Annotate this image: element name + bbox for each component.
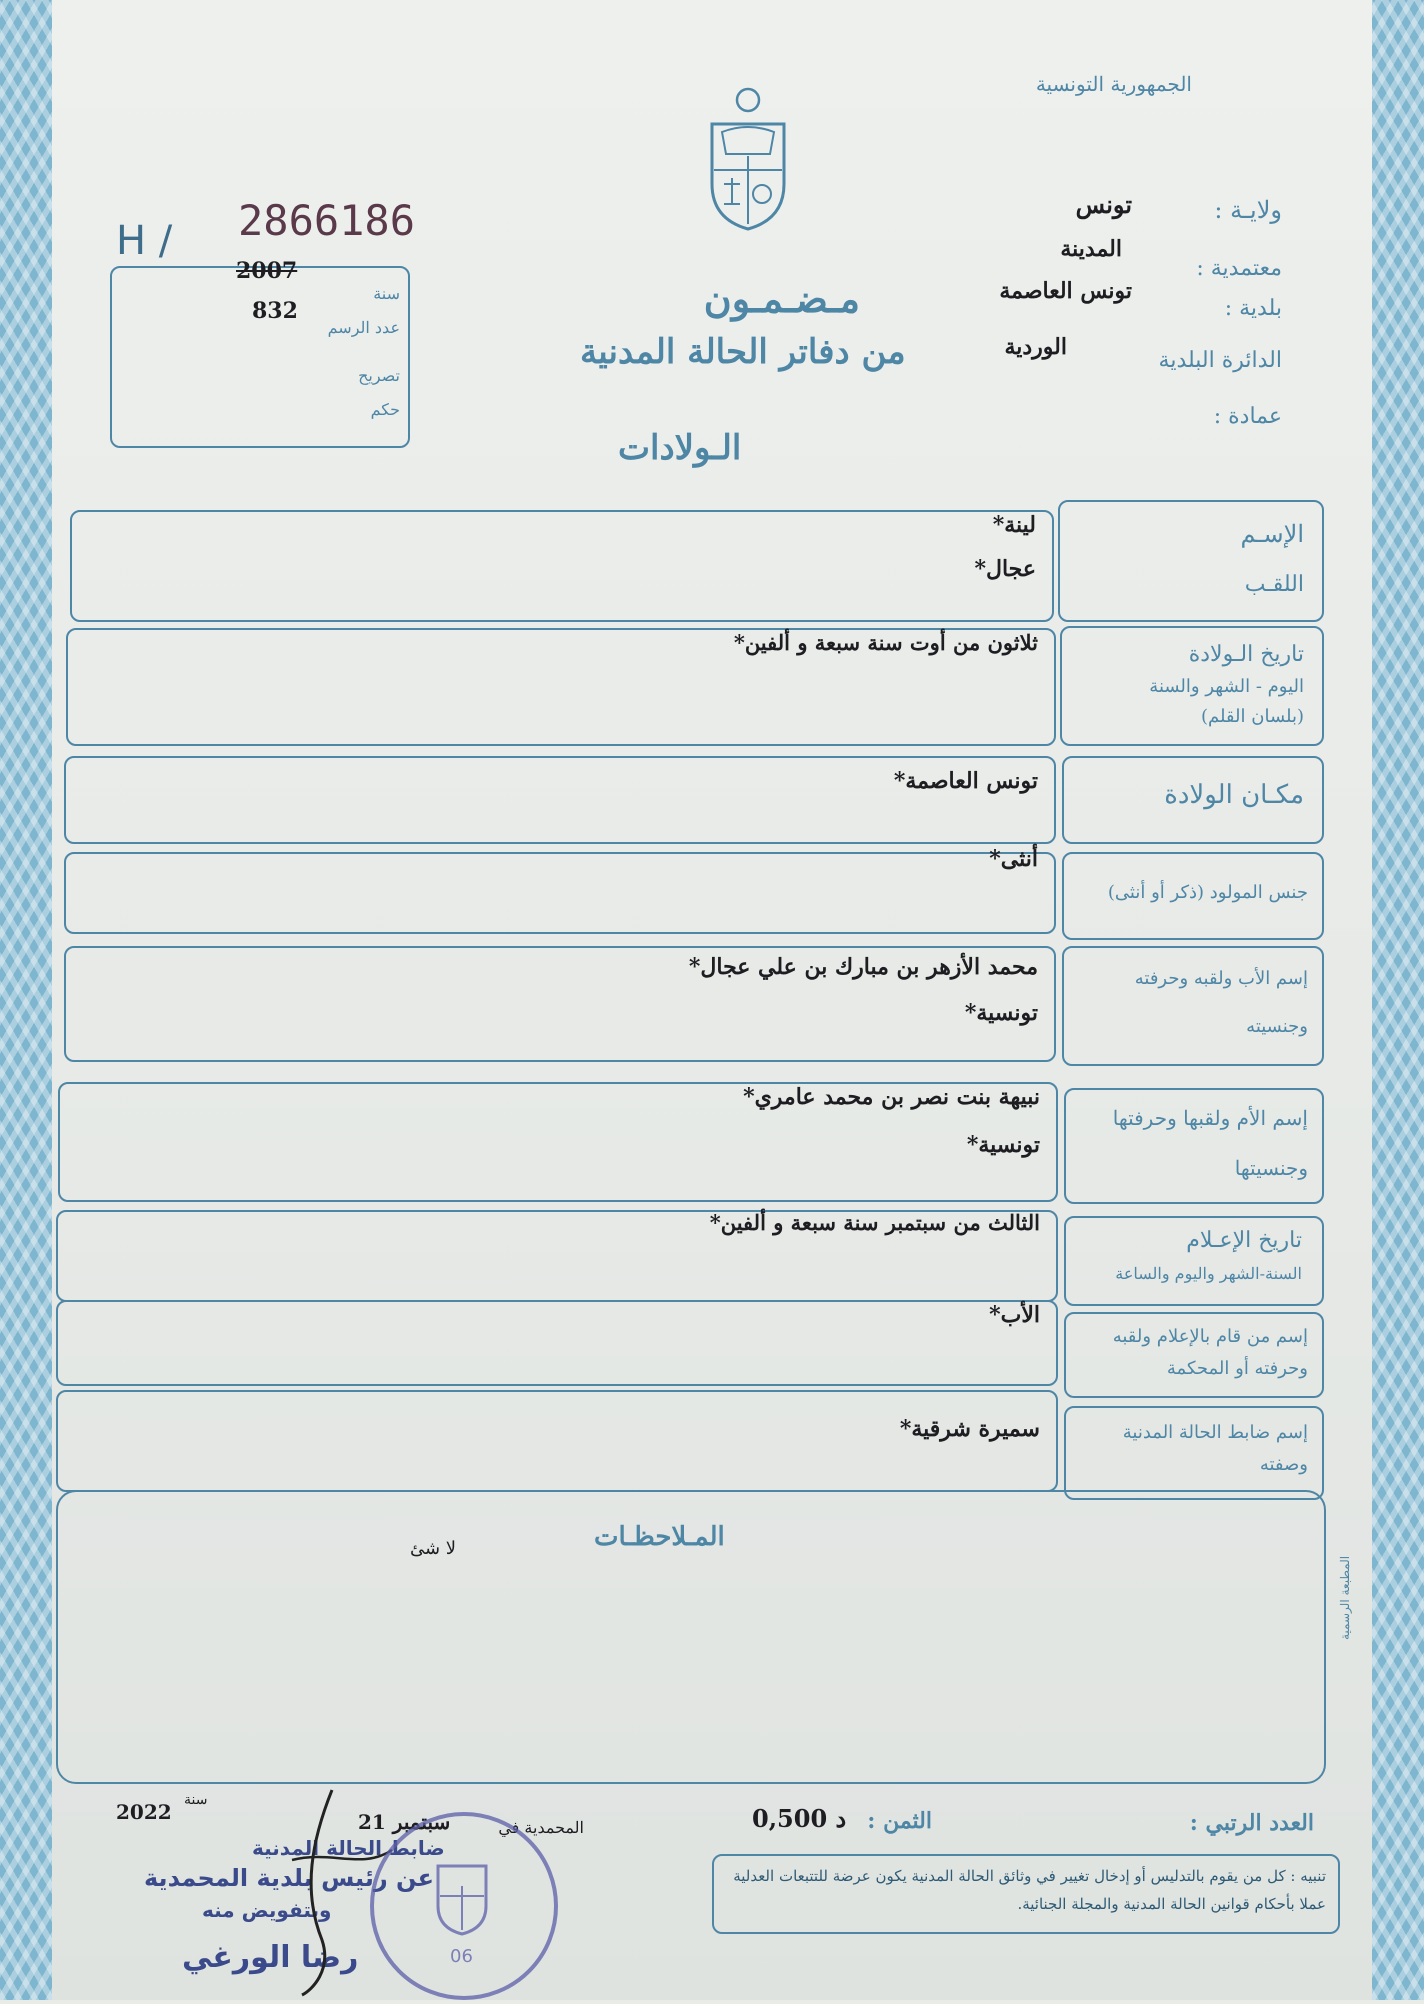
declaration-date-label: تاريخ الإعـلام [1186,1228,1302,1253]
label-box-father [1062,946,1324,1066]
signing-day-month: 21 سبتمبر [358,1810,451,1834]
remarks-label: المـلاحظـات [594,1522,725,1552]
registry-year-value: 2007 [236,258,298,284]
value-box-sex [64,846,1056,934]
registry-box [110,258,410,448]
signing-year-value: 2022 [116,1800,172,1824]
price-label: الثمن : [867,1808,932,1834]
declarant-value: الأب* [989,1302,1040,1328]
warning-text: تنبيه : كل من يقوم بالتدليس أو إدخال تغيير في وثائق الحالة المدنية يكون عرضة للتتبعات العدلية عملا بأحكام قوانين الحالة المدنية والمجلة الجنائية. [733,1867,1326,1913]
value-box-father [64,946,1056,1062]
sex-label: جنس المولود (ذكر أو أنثى) [1107,882,1308,903]
registry-prefix: H / [116,218,173,264]
officer-value: سميرة شرقية* [899,1416,1040,1442]
registry-serial: 2866186 [238,196,416,245]
document-paper [52,0,1372,2000]
stamp-emblem-icon [430,1856,494,1936]
remarks-value: لا شئ [410,1538,457,1559]
mother-label: إسم الأم ولقبها وحرفتها [1112,1106,1308,1130]
value-box-declarant [56,1300,1058,1386]
father-nationality-value: تونسية* [964,1000,1038,1026]
label-box-officer [1064,1406,1324,1500]
tunisia-coat-of-arms-icon [700,84,796,234]
surname-value: عجال* [974,556,1036,582]
omada-label: عمادة : [1213,404,1282,429]
mootamadia-value: المدينة [1060,236,1122,262]
stamp-number: 06 [450,1946,473,1967]
daira-value: الوردية [1004,334,1067,360]
label-box-declaration-date [1064,1216,1324,1306]
signature-line-1: عن رئيس بلدية المحمدية [144,1864,434,1892]
printer-label: المطبعة الرسمية [1338,1555,1352,1640]
declaration-date-sublabel: السنة-الشهر واليوم والساعة [1115,1264,1302,1283]
doc-title-line2: من دفاتر الحالة المدنية [580,332,906,372]
birth-date-sublabel: اليوم - الشهر والسنة [1149,676,1304,697]
remarks-box [56,1490,1326,1784]
serial-number-label: العدد الرتبي : [1189,1810,1314,1836]
label-box-sex [1062,852,1324,940]
republic-label: الجمهورية التونسية [1035,72,1192,96]
registry-number-value: 832 [252,298,298,324]
birth-date-note: (بلسان القلم) [1200,706,1304,727]
label-box-name [1058,500,1324,622]
wilaya-value: تونس [1075,190,1132,219]
first-name-label: الإسـم [1240,520,1304,548]
label-box-birth-place [1062,756,1324,844]
father-label-2: وجنسيته [1246,1016,1308,1037]
surname-label: اللقـب [1244,572,1304,597]
mootamadia-label: معتمدية : [1196,256,1282,281]
officer-label-2: وصفته [1259,1454,1308,1475]
value-box-name [70,510,1054,622]
baladia-value: تونس العاصمة [999,278,1132,304]
signature-line-2: وبتفويض منه [202,1898,332,1922]
wilaya-label: ولايـة : [1214,196,1282,224]
price-value: 0,500 د [752,1804,847,1833]
signature-name: رضا الورغي [182,1940,359,1975]
mother-name-value: نبيهة بنت نصر بن محمد عامري* [743,1084,1040,1110]
label-box-declarant [1064,1312,1324,1398]
signing-year-label: سنة [184,1792,208,1808]
warning-box [712,1854,1340,1934]
value-box-birth-place [64,756,1056,844]
value-box-officer [56,1390,1058,1492]
baladia-label: بلدية : [1224,296,1282,321]
birth-place-label: مكـان الولادة [1164,780,1304,810]
birth-date-value: ثلاثون من أوت سنة سبعة و ألفين* [733,630,1038,655]
officer-label: إسم ضابط الحالة المدنية [1122,1422,1308,1443]
registry-declaration-label: تصريح [358,366,400,385]
birth-place-value: تونس العاصمة* [893,768,1038,794]
registry-judgment-label: حكم [370,400,400,419]
first-name-value: لينة* [992,512,1036,538]
official-stamp-icon [370,1812,558,2000]
declaration-date-value: الثالث من سبتمبر سنة سبعة و ألفين* [709,1210,1040,1235]
father-name-value: محمد الأزهر بن مبارك بن علي عجال* [688,954,1038,980]
doc-title-line1: مـضـمـون [703,276,860,321]
signing-place: المحمدية في [498,1818,584,1837]
label-box-birth-date [1060,626,1324,746]
registry-number-label: عدد الرسم [327,318,400,337]
declarant-label-2: وحرفته أو المحكمة [1166,1358,1308,1379]
officer-title-label: ضابط الحالة المدنية [252,1836,445,1860]
declarant-label: إسم من قام بالإعلام ولقبه [1112,1326,1308,1347]
birth-date-label: تاريخ الـولادة [1188,642,1304,667]
value-box-declaration-date [56,1210,1058,1302]
daira-label: الدائرة البلدية [1158,348,1282,373]
doc-title-line3: الـولادات [618,428,742,468]
mother-label-2: وجنسيتها [1234,1156,1308,1180]
value-box-birth-date [66,628,1056,746]
value-box-mother [58,1082,1058,1202]
father-label: إسم الأب ولقبه وحرفته [1134,968,1308,989]
mother-nationality-value: تونسية* [966,1132,1040,1158]
label-box-mother [1064,1088,1324,1204]
registry-year-label: سنة [373,284,400,303]
sex-value: أنثى* [989,846,1038,872]
